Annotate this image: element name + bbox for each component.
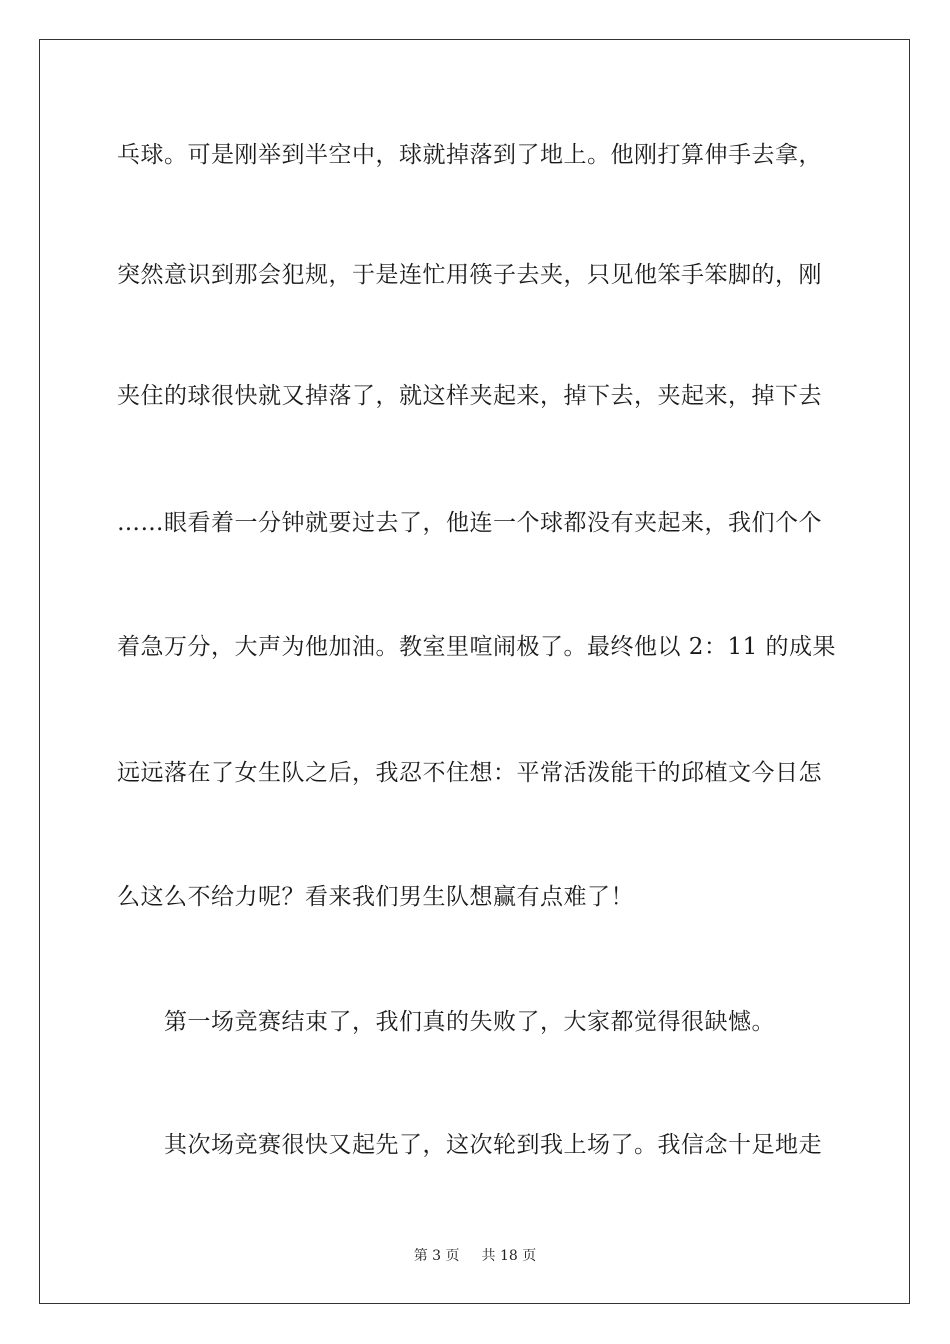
body-text-line: 乓球。可是刚举到半空中，球就掉落到了地上。他刚打算伸手去拿，: [117, 142, 822, 168]
body-text-line: 突然意识到那会犯规，于是连忙用筷子去夹，只见他笨手笨脚的，刚: [117, 262, 822, 288]
paragraph-first-line: 第一场竞赛结束了，我们真的失败了，大家都觉得很缺憾。: [164, 1009, 775, 1035]
page-border: [39, 39, 910, 1304]
body-text-line: 夹住的球很快就又掉落了，就这样夹起来，掉下去，夹起来，掉下去: [117, 383, 822, 409]
paragraph-first-line: 其次场竞赛很快又起先了，这次轮到我上场了。我信念十足地走: [164, 1132, 822, 1158]
page-number: 第 3 页: [413, 1248, 460, 1264]
body-text-line: 远远落在了女生队之后，我忍不住想：平常活泼能干的邱植文今日怎: [117, 760, 822, 786]
body-text-line: 么这么不给力呢？看来我们男生队想赢有点难了！: [117, 884, 634, 910]
page-total: 共 18 页: [481, 1248, 537, 1264]
body-text-line: 着急万分，大声为他加油。教室里喧闹极了。最终他以 2：11 的成果: [117, 634, 837, 660]
page-footer: [0, 1247, 950, 1265]
body-text-line: ……眼看着一分钟就要过去了，他连一个球都没有夹起来，我们个个: [117, 510, 822, 536]
